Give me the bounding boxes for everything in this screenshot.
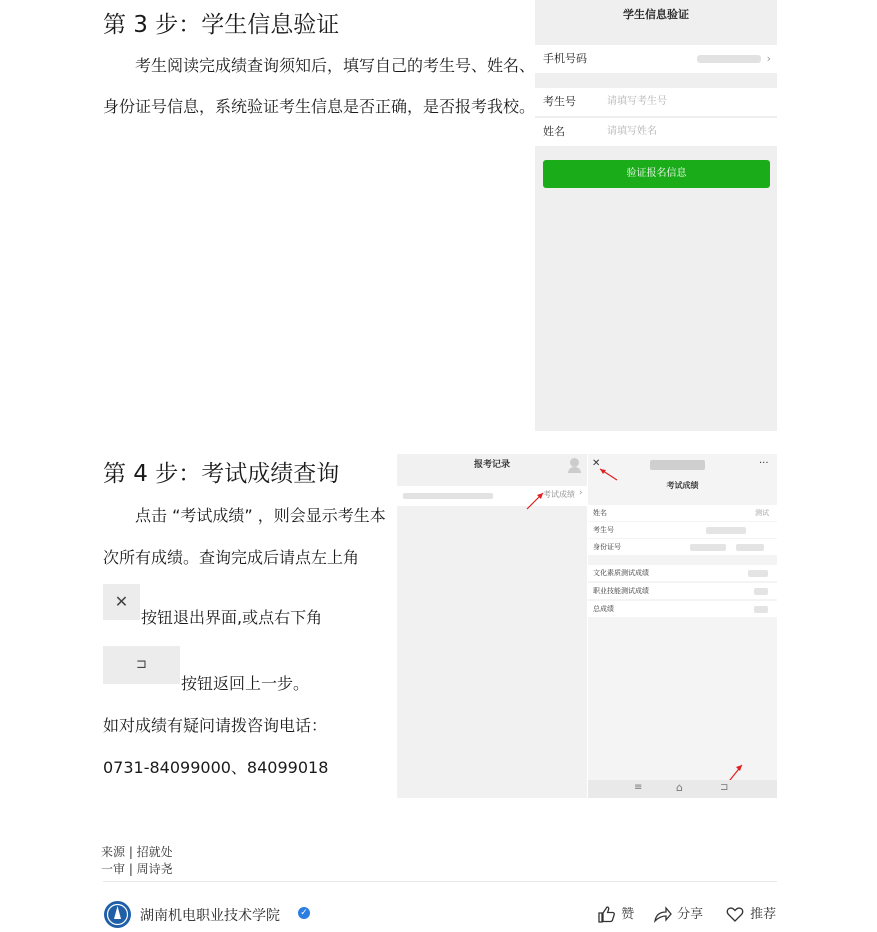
masked-value bbox=[754, 588, 768, 595]
user-icon bbox=[570, 458, 579, 467]
score-row bbox=[588, 522, 777, 538]
masked-header bbox=[650, 460, 705, 470]
phone-number-row[interactable] bbox=[535, 45, 777, 73]
verify-title: 学生信息验证 bbox=[623, 8, 689, 21]
home-icon[interactable]: ⌂ bbox=[676, 781, 683, 794]
consult-phone-numbers: 0731-84099000、84099018 bbox=[103, 758, 329, 777]
step4-line2: 次所有成绩。查询完成后请点左上角 bbox=[103, 548, 360, 567]
like-button[interactable] bbox=[596, 903, 634, 924]
phone-number-masked bbox=[697, 55, 761, 63]
share-label: 分享 bbox=[677, 907, 704, 922]
user-icon-body bbox=[568, 467, 581, 473]
masked-value bbox=[754, 606, 768, 613]
red-arrow-annotation bbox=[525, 490, 547, 512]
recommend-label: 推荐 bbox=[750, 907, 777, 922]
more-icon[interactable]: ··· bbox=[759, 458, 769, 469]
name-input[interactable]: 请填写姓名 bbox=[607, 126, 657, 137]
heart-icon bbox=[725, 904, 745, 924]
row-value: 测试 bbox=[755, 509, 769, 517]
row-label: 职业技能测试成绩 bbox=[593, 587, 649, 595]
source-line: 来源 | 招就处 bbox=[101, 845, 173, 859]
row-label: 身份证号 bbox=[593, 543, 621, 551]
score-row bbox=[588, 601, 777, 617]
score-row bbox=[588, 539, 777, 555]
recommend-button[interactable] bbox=[725, 903, 776, 924]
share-button[interactable] bbox=[652, 903, 703, 924]
step3-heading: 第 3 步：学生信息验证 bbox=[103, 12, 340, 38]
row-label: 考生号 bbox=[593, 526, 614, 534]
org-name[interactable]: 湖南机电职业技术学院 bbox=[140, 908, 280, 924]
exam-number-label: 考生号 bbox=[543, 95, 576, 108]
step4-line4: 按钮返回上一步。 bbox=[181, 674, 310, 693]
row-label: 姓名 bbox=[593, 509, 607, 517]
score-row bbox=[588, 565, 777, 581]
step4-line5: 如对成绩有疑问请拨咨询电话： bbox=[103, 716, 328, 735]
record-item-masked bbox=[403, 493, 493, 499]
score-row bbox=[588, 583, 777, 599]
step3-paragraph-line1: 考生阅读完成绩查询须知后，填写自己的考生号、姓名、 bbox=[135, 56, 536, 75]
share-icon bbox=[652, 904, 672, 924]
step4-heading: 第 4 步：考试成绩查询 bbox=[103, 461, 340, 487]
masked-value bbox=[748, 570, 768, 577]
exam-scores-link[interactable]: 考试成绩 bbox=[543, 490, 575, 499]
back-icon: ⊐ bbox=[103, 646, 180, 684]
masked-value bbox=[706, 527, 746, 534]
verified-icon: ✓ bbox=[298, 907, 310, 919]
menu-icon[interactable]: ≡ bbox=[634, 782, 643, 793]
record-item[interactable] bbox=[397, 486, 587, 506]
divider bbox=[103, 881, 777, 882]
verify-phone-screenshot bbox=[535, 0, 777, 431]
step4-line3: 按钮退出界面,或点右下角 bbox=[141, 608, 323, 627]
masked-value bbox=[736, 544, 764, 551]
step4-line1: 点击 “考试成绩” ，则会显示考生本 bbox=[135, 506, 386, 525]
masked-value bbox=[690, 544, 726, 551]
review-line: 一审 | 周诗尧 bbox=[101, 862, 173, 876]
phone-number-label: 手机号码 bbox=[543, 52, 587, 65]
verify-button[interactable]: 验证报名信息 bbox=[543, 160, 770, 188]
back-icon[interactable]: ⊐ bbox=[720, 782, 729, 793]
chevron-right-icon: › bbox=[579, 488, 583, 498]
exam-number-row[interactable] bbox=[535, 88, 777, 116]
close-icon: ✕ bbox=[103, 584, 140, 620]
row-label: 总成绩 bbox=[593, 605, 614, 613]
thumbs-up-icon bbox=[596, 904, 616, 924]
step3-paragraph-line2: 身份证号信息，系统验证考生信息是否正确，是否报考我校。 bbox=[103, 97, 536, 116]
exam-number-input[interactable]: 请填写考生号 bbox=[607, 96, 667, 107]
like-label: 赞 bbox=[621, 907, 635, 922]
scores-title: 考试成绩 bbox=[666, 481, 699, 490]
chevron-right-icon: › bbox=[766, 52, 771, 65]
records-title: 报考记录 bbox=[473, 460, 510, 470]
android-navbar bbox=[588, 780, 777, 798]
close-icon[interactable]: ✕ bbox=[592, 458, 601, 469]
row-label: 文化素质测试成绩 bbox=[593, 569, 649, 577]
records-phone-screenshot bbox=[397, 454, 587, 798]
scores-phone-screenshot bbox=[588, 454, 777, 798]
score-row bbox=[588, 505, 777, 521]
name-label: 姓名 bbox=[543, 125, 565, 138]
name-row[interactable] bbox=[535, 117, 777, 146]
